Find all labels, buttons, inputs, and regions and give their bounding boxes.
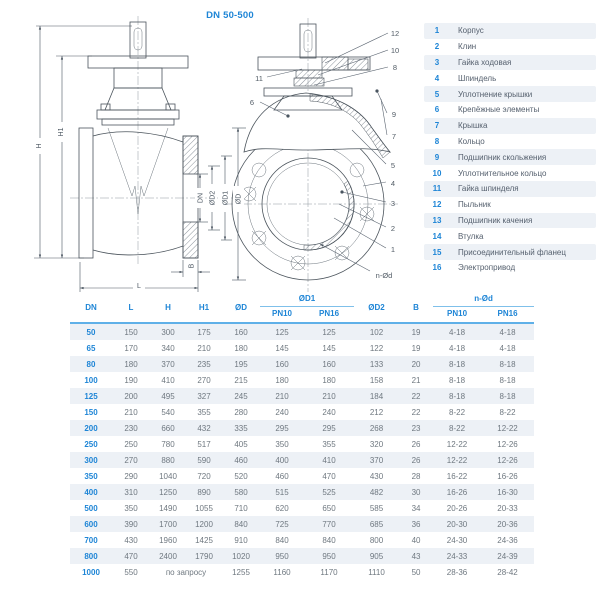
- cell-dn: 150: [84, 407, 98, 417]
- cell-value: 495: [161, 391, 175, 401]
- part-number: 14: [432, 231, 442, 241]
- cell-value: 160: [275, 359, 289, 369]
- cell-value: 20-33: [497, 503, 518, 513]
- cell-value: 4-18: [499, 327, 516, 337]
- part-label: Крепёжные элементы: [458, 105, 540, 115]
- cell-value: 170: [124, 343, 138, 353]
- table-row: [70, 323, 534, 340]
- valve-technical-drawing: [0, 0, 425, 295]
- cell-value: 125: [322, 327, 336, 337]
- cell-value: 1700: [159, 519, 177, 529]
- cell-value: 20-26: [446, 503, 468, 513]
- cell-value: 340: [161, 343, 175, 353]
- table-row: [70, 452, 534, 468]
- list-item: [424, 244, 596, 260]
- cell-value: 585: [369, 503, 384, 513]
- cell-value: 280: [234, 407, 248, 417]
- col-header-l: L: [112, 292, 150, 323]
- cell-value: 22: [411, 391, 421, 401]
- cell-value: 190: [124, 375, 138, 385]
- part-number: 10: [432, 168, 442, 178]
- list-item: [424, 213, 596, 229]
- valve-drawing-svg: [0, 0, 425, 295]
- col-header-nod-pn16: PN16: [481, 307, 534, 324]
- cell-value: 950: [275, 551, 289, 561]
- cell-dn: 250: [84, 439, 98, 449]
- cell-value: 210: [275, 391, 289, 401]
- cell-value: 22: [411, 407, 421, 417]
- table-row: [70, 372, 534, 388]
- cell-value: 184: [369, 391, 384, 401]
- dim-label-H: H: [36, 143, 43, 149]
- section-view-drawing: [228, 18, 399, 292]
- cell-dn: 65: [86, 343, 96, 353]
- cell-value: 145: [322, 343, 336, 353]
- part-label: Кольцо: [458, 136, 485, 146]
- part-number: 6: [434, 105, 440, 115]
- callout-9: 9: [391, 110, 397, 119]
- part-label: Уплотнительное кольцо: [458, 168, 547, 178]
- cell-value: 800: [369, 535, 384, 545]
- cell-value: 482: [369, 487, 384, 497]
- cell-value: 180: [124, 359, 138, 369]
- cell-value: 4-18: [499, 343, 516, 353]
- part-label: Корпус: [458, 26, 484, 36]
- cell-value: 720: [197, 471, 211, 481]
- cell-value: 12-26: [497, 455, 518, 465]
- cell-value: 210: [197, 343, 211, 353]
- list-item: [424, 118, 596, 134]
- cell-value: 1020: [232, 551, 250, 561]
- cell-value: 200: [124, 391, 138, 401]
- cell-value: 840: [275, 535, 289, 545]
- cell-value: 590: [197, 455, 211, 465]
- cell-value: 158: [369, 375, 384, 385]
- cell-value: 268: [369, 423, 384, 433]
- cell-value: 1255: [232, 567, 250, 577]
- part-number: 8: [434, 136, 440, 146]
- cell-value: 240: [275, 407, 289, 417]
- cell-value: 410: [161, 375, 175, 385]
- cell-value: 410: [322, 455, 336, 465]
- callout-10: 10: [390, 46, 400, 55]
- list-item: [424, 165, 596, 181]
- cell-dn: 800: [84, 551, 98, 561]
- list-item: [424, 197, 596, 213]
- cell-value: 20-36: [497, 519, 518, 529]
- part-label: Подшипник скольжения: [458, 152, 547, 162]
- cell-value: 8-22: [449, 423, 466, 433]
- list-item: [424, 181, 596, 197]
- cell-value: 295: [322, 423, 336, 433]
- cell-value: 770: [322, 519, 336, 529]
- cell-value: 540: [161, 407, 175, 417]
- cell-value: 28-36: [446, 567, 468, 577]
- cell-value: 28-42: [497, 567, 518, 577]
- col-header-od1-pn16: PN16: [304, 307, 354, 324]
- cell-value: 350: [275, 439, 289, 449]
- cell-value: 30: [411, 487, 421, 497]
- list-item: [424, 228, 596, 244]
- cell-value: 390: [124, 519, 138, 529]
- part-label: Крышка: [458, 121, 488, 131]
- cell-value: 660: [161, 423, 175, 433]
- cell-value: 1160: [273, 567, 291, 577]
- cell-dn: 400: [84, 487, 98, 497]
- cell-value: 1790: [195, 551, 213, 561]
- cell-value: 16-26: [446, 487, 468, 497]
- col-header-od2: ØD2: [354, 292, 399, 323]
- cell-value: 517: [197, 439, 211, 449]
- dimensions-table-body: [70, 323, 534, 580]
- table-row: [70, 420, 534, 436]
- cell-value: 210: [124, 407, 138, 417]
- cell-value: 180: [275, 375, 289, 385]
- table-row: [70, 340, 534, 356]
- cell-value: 890: [197, 487, 211, 497]
- cell-value: 460: [234, 455, 248, 465]
- cell-value: 8-18: [499, 375, 516, 385]
- cell-value: 525: [322, 487, 336, 497]
- cell-value: 405: [234, 439, 248, 449]
- table-row: [70, 388, 534, 404]
- cell-value: 470: [124, 551, 138, 561]
- cell-value: 335: [234, 423, 248, 433]
- dim-label-H1: H1: [58, 127, 65, 137]
- list-item: [424, 39, 596, 55]
- callout-7: 7: [391, 132, 397, 141]
- cell-value: 650: [322, 503, 336, 513]
- col-header-dn: DN: [70, 292, 112, 323]
- dim-label-L: L: [137, 283, 141, 290]
- table-row: [70, 500, 534, 516]
- part-number: 16: [432, 263, 442, 273]
- col-header-h: H: [150, 292, 186, 323]
- table-row: [70, 564, 534, 580]
- cell-value: 4-18: [449, 343, 466, 353]
- cell-value: 327: [197, 391, 211, 401]
- cell-value: 840: [234, 519, 248, 529]
- cell-value: 840: [322, 535, 336, 545]
- cell-value: 26: [411, 439, 421, 449]
- callout-5: 5: [390, 161, 396, 170]
- cell-value: 28: [411, 471, 421, 481]
- part-number: 7: [434, 121, 440, 131]
- dimensions-table-grid: [70, 292, 534, 580]
- cell-value: 50: [411, 567, 421, 577]
- dim-label-OD: ØD: [235, 193, 243, 205]
- cell-value: 310: [124, 487, 138, 497]
- cell-value: 235: [197, 359, 211, 369]
- cell-value: 355: [197, 407, 211, 417]
- cell-value: 24-30: [446, 535, 468, 545]
- cell-value: 950: [322, 551, 336, 561]
- cell-dn: 50: [86, 327, 96, 337]
- callout-12: 12: [390, 29, 400, 38]
- cell-value: 370: [369, 455, 384, 465]
- part-label: Электропривод: [458, 263, 516, 273]
- cell-value: 250: [124, 439, 138, 449]
- cell-value: 12-22: [497, 423, 518, 433]
- list-item: [424, 23, 596, 39]
- cell-value: 230: [124, 423, 138, 433]
- cell-value: 8-18: [499, 391, 516, 401]
- cell-dn: 600: [84, 519, 98, 529]
- cell-value: 215: [234, 375, 248, 385]
- cell-value: 160: [322, 359, 336, 369]
- cell-value: 8-18: [449, 375, 466, 385]
- side-view-drawing: [33, 16, 246, 292]
- cell-value: 175: [197, 327, 211, 337]
- cell-value: 295: [275, 423, 289, 433]
- cell-value: 160: [234, 327, 248, 337]
- cell-value: 355: [322, 439, 336, 449]
- cell-value: 710: [234, 503, 248, 513]
- cell-value: 102: [369, 327, 384, 337]
- cell-value: 685: [369, 519, 384, 529]
- cell-dn: 125: [84, 391, 98, 401]
- part-number: 1: [434, 26, 440, 36]
- list-item: [424, 70, 596, 86]
- cell-value: 36: [411, 519, 421, 529]
- cell-value: 910: [234, 535, 248, 545]
- dim-label-DN: DN: [197, 192, 205, 204]
- cell-dn: 80: [86, 359, 96, 369]
- cell-value: 470: [322, 471, 336, 481]
- cell-value: 580: [234, 487, 248, 497]
- part-number: 9: [434, 152, 440, 162]
- cell-dn: 500: [84, 503, 98, 513]
- cell-value: 16-22: [446, 471, 468, 481]
- cell-value: 550: [124, 567, 138, 577]
- page-title: DN 50-500: [206, 10, 254, 21]
- cell-value: 1425: [195, 535, 213, 545]
- callout-8: 8: [392, 63, 398, 72]
- cell-dn: 100: [84, 375, 98, 385]
- cell-dn: 350: [84, 471, 98, 481]
- cell-value: 20-30: [446, 519, 468, 529]
- part-label: Пыльник: [458, 200, 491, 210]
- cell-value: 212: [369, 407, 384, 417]
- cell-value: 245: [234, 391, 248, 401]
- cell-value: 4-18: [449, 327, 466, 337]
- col-header-od1-pn10: PN10: [260, 307, 304, 324]
- cell-value: 8-22: [499, 407, 516, 417]
- cell-dn: 200: [84, 423, 98, 433]
- cell-value: 20: [411, 359, 421, 369]
- cell-value: 21: [411, 375, 421, 385]
- cell-value: 26: [411, 455, 421, 465]
- cell-value: 1170: [320, 567, 338, 577]
- cell-value: 122: [369, 343, 384, 353]
- cell-value: 780: [161, 439, 175, 449]
- cell-value: 34: [411, 503, 421, 513]
- cell-value: 725: [275, 519, 289, 529]
- part-label: Клин: [458, 42, 477, 52]
- cell-value: 520: [234, 471, 248, 481]
- dim-label-B: B: [188, 263, 196, 269]
- part-number: 4: [434, 73, 440, 83]
- list-item: [424, 134, 596, 150]
- cell-value: 16-26: [497, 471, 518, 481]
- cell-value: 400: [275, 455, 289, 465]
- cell-value: 1200: [195, 519, 213, 529]
- cell-value: 12-22: [446, 455, 468, 465]
- table-row: [70, 548, 534, 564]
- cell-value: 19: [411, 327, 421, 337]
- cell-dn: 700: [84, 535, 98, 545]
- cell-dn: 300: [84, 455, 98, 465]
- callout-2: 2: [390, 224, 396, 233]
- table-row: [70, 468, 534, 484]
- cell-value: 43: [411, 551, 421, 561]
- part-label: Присоединительный фланец: [458, 247, 566, 257]
- table-row: [70, 436, 534, 452]
- cell-value: 320: [369, 439, 384, 449]
- cell-value: 1040: [159, 471, 177, 481]
- table-row: [70, 532, 534, 548]
- list-item: [424, 149, 596, 165]
- part-label: Подшипник качения: [458, 215, 533, 225]
- dim-label-OD2: ØD2: [209, 190, 217, 206]
- table-row: [70, 404, 534, 420]
- cell-value: 1960: [159, 535, 177, 545]
- cell-value: 290: [124, 471, 138, 481]
- cell-value: 8-22: [449, 407, 466, 417]
- callout-11: 11: [255, 74, 263, 83]
- callout-4: 4: [390, 179, 396, 188]
- cell-value: 19: [411, 343, 421, 353]
- list-item: [424, 260, 596, 276]
- col-header-nod-pn10: PN10: [433, 307, 481, 324]
- col-group-nod: n-Ød: [433, 292, 534, 307]
- col-header-h1: H1: [186, 292, 222, 323]
- callout-3: 3: [390, 199, 396, 208]
- part-label: Уплотнение крышки: [458, 89, 533, 99]
- part-number: 11: [432, 184, 442, 194]
- cell-value: 8-18: [449, 391, 466, 401]
- part-number: 5: [434, 89, 440, 99]
- cell-value: 180: [234, 343, 248, 353]
- cell-value: 430: [124, 535, 138, 545]
- cell-value: 350: [124, 503, 138, 513]
- part-label: Гайка шпинделя: [458, 184, 519, 194]
- cell-value: по запросу: [165, 567, 207, 577]
- list-item: [424, 102, 596, 118]
- cell-value: 12-22: [446, 439, 468, 449]
- part-label: Гайка ходовая: [458, 57, 512, 67]
- part-label: Втулка: [458, 231, 484, 241]
- part-number: 12: [432, 200, 442, 210]
- cell-value: 24-33: [446, 551, 468, 561]
- cell-value: 180: [322, 375, 336, 385]
- cell-value: 1250: [159, 487, 177, 497]
- cell-value: 150: [124, 327, 138, 337]
- cell-value: 8-18: [449, 359, 466, 369]
- cell-value: 16-30: [497, 487, 518, 497]
- cell-value: 905: [369, 551, 384, 561]
- part-number: 2: [434, 42, 440, 52]
- cell-value: 210: [322, 391, 336, 401]
- dimensions-table: [70, 292, 534, 580]
- part-number: 3: [434, 57, 440, 67]
- cell-value: 270: [197, 375, 211, 385]
- cell-value: 515: [275, 487, 289, 497]
- col-header-b: B: [399, 292, 433, 323]
- cell-value: 430: [369, 471, 384, 481]
- dim-label-n-od: n-Ød: [375, 271, 393, 280]
- parts-list: [424, 23, 596, 276]
- cell-value: 620: [275, 503, 289, 513]
- cell-value: 2400: [159, 551, 177, 561]
- callout-1: 1: [390, 245, 396, 254]
- cell-value: 300: [161, 327, 175, 337]
- part-label: Шпиндель: [458, 73, 497, 83]
- col-header-od: ØD: [222, 292, 260, 323]
- table-row: [70, 516, 534, 532]
- part-number: 15: [432, 247, 442, 257]
- list-item: [424, 86, 596, 102]
- cell-value: 370: [161, 359, 175, 369]
- cell-value: 1055: [195, 503, 213, 513]
- part-number: 13: [432, 215, 442, 225]
- cell-value: 40: [411, 535, 421, 545]
- cell-value: 145: [275, 343, 289, 353]
- cell-value: 8-18: [499, 359, 516, 369]
- cell-value: 1490: [159, 503, 177, 513]
- cell-value: 125: [275, 327, 289, 337]
- cell-value: 24-39: [497, 551, 518, 561]
- dim-label-OD1: ØD1: [222, 190, 230, 206]
- cell-value: 23: [411, 423, 421, 433]
- cell-value: 432: [197, 423, 211, 433]
- cell-value: 24-36: [497, 535, 518, 545]
- table-row: [70, 484, 534, 500]
- cell-value: 195: [234, 359, 248, 369]
- cell-value: 460: [275, 471, 289, 481]
- callout-6: 6: [249, 98, 255, 107]
- table-row: [70, 356, 534, 372]
- cell-value: 240: [322, 407, 336, 417]
- cell-value: 12-26: [497, 439, 518, 449]
- cell-value: 270: [124, 455, 138, 465]
- list-item: [424, 55, 596, 71]
- cell-value: 880: [161, 455, 175, 465]
- cell-dn: 1000: [82, 567, 100, 577]
- cell-value: 1110: [368, 567, 385, 577]
- col-group-od1: ØD1: [260, 292, 354, 307]
- cell-value: 133: [369, 359, 384, 369]
